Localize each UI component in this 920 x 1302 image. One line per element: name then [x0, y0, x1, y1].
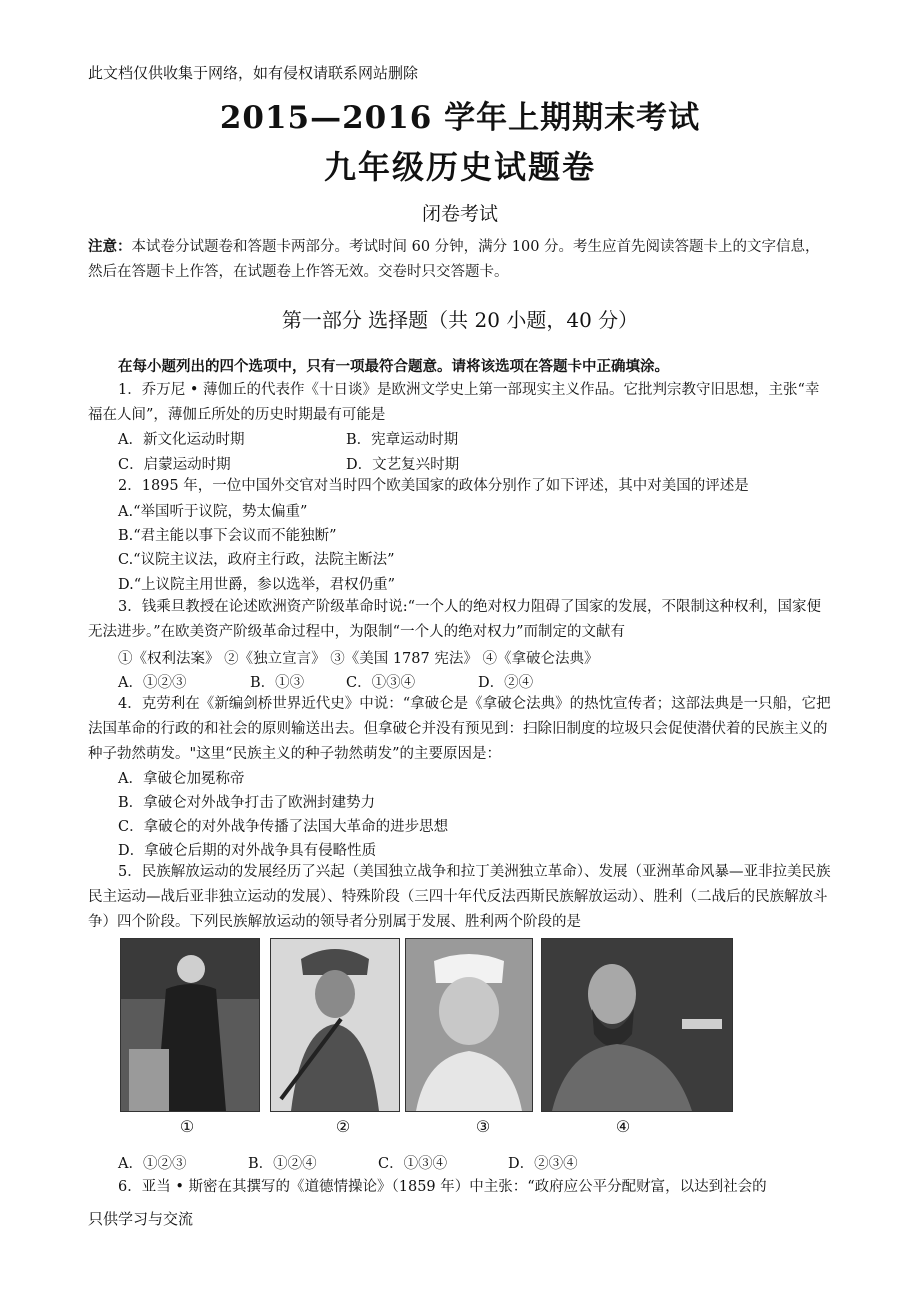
q4-option-a: A．拿破仑加冕称帝 — [118, 771, 245, 787]
instruction: 在每小题列出的四个选项中，只有一项最符合题意。请将该选项在答题卡中正确填涂。 — [118, 358, 669, 375]
q3-stem: 3．钱乘旦教授在论述欧洲资产阶级革命时说:“一个人的绝对权力阻碍了国家的发展，不限制这种权利，国家便无法进步。”在欧美资产阶级革命过程中，为限制“一个人的绝对权力”而制定的文献有 — [88, 599, 822, 640]
q2-option-b: B.“君主能以事下会议而不能独断” — [118, 528, 337, 544]
photo-4-label: ④ — [615, 1117, 631, 1136]
q3-option-d: D．②④ — [478, 675, 534, 691]
exam-title: 2015—2016 学年上期期末考试 — [219, 100, 701, 136]
q5-option-a: A．①②③ — [118, 1156, 187, 1172]
q3-option-c: C．①③④ — [346, 675, 416, 691]
notice-label: 注意： — [88, 238, 132, 255]
q1-stem: 1．乔万尼 • 薄伽丘的代表作《十日谈》是欧洲文学史上第一部现实主义作品。它批判宗教守旧思想，主张“幸福在人间”，薄伽丘所处的历史时期最有可能是 — [88, 382, 820, 423]
q6-stem: 6．亚当 • 斯密在其撰写的《道德情操论》（1859 年）中主张：“政府应公平分配财富，以达到社会的 — [118, 1179, 767, 1195]
q4-option-b: B．拿破仑对外战争打击了欧洲封建势力 — [118, 795, 376, 811]
photo-1-label: ① — [179, 1117, 195, 1136]
q2-option-a: A.“举国听于议院，势太偏重” — [118, 504, 308, 520]
exam-subject-title: 九年级历史试题卷 — [323, 148, 596, 186]
q3-option-b: B．①③ — [250, 675, 305, 691]
q5-option-b: B．①②④ — [248, 1156, 317, 1172]
photo-3-portrait — [405, 938, 533, 1112]
q5-stem: 5．民族解放运动的发展经历了兴起（美国独立战争和拉丁美洲独立革命）、发展（亚洲革命风暴—亚非拉美民族民主运动—战后亚非独立运动的发展）、特殊阶段（三四十年代反法西斯民族解放运动）、胜利（二战后的民族解放斗争）四个阶段。下列民族解放运动的领导者分别属于发展、胜利两个阶段的是 — [88, 864, 831, 930]
q1-option-c: C．启蒙运动时期 — [118, 457, 231, 473]
photo-4-portrait — [541, 938, 733, 1112]
q2-option-c: C.“议院主议法，政府主行政，法院主断法” — [118, 552, 395, 568]
q5-option-c: C．①③④ — [378, 1156, 448, 1172]
q2-stem: 2．1895 年，一位中国外交官对当时四个欧美国家的政体分别作了如下评述，其中对美国的评述是 — [118, 478, 749, 494]
section-title: 第一部分 选择题（共 20 小题，40 分） — [281, 308, 639, 332]
q1-option-d: D．文艺复兴时期 — [346, 457, 460, 473]
q1-option-b: B．宪章运动时期 — [346, 432, 459, 448]
exam-mode: 闭卷考试 — [421, 203, 498, 225]
notice-block — [88, 234, 833, 285]
q4-option-c: C．拿破仑的对外战争传播了法国大革命的进步思想 — [118, 819, 449, 835]
q2-option-d: D.“上议院主用世爵，参以选举，君权仍重” — [118, 577, 396, 593]
photo-2-portrait — [270, 938, 400, 1112]
notice-text: 本试卷分试题卷和答题卡两部分。考试时间 60 分钟，满分 100 分。考生应首先阅读答题卡上的文字信息，然后在答题卡上作答，在试题卷上作答无效。交卷时只交答题卡。 — [88, 239, 820, 280]
header-note: 此文档仅供收集于网络，如有侵权请联系网站删除 — [88, 64, 419, 82]
q5-option-d: D．②③④ — [508, 1156, 578, 1172]
q4-option-d: D．拿破仑后期的对外战争具有侵略性质 — [118, 843, 377, 859]
photo-3-label: ③ — [475, 1117, 491, 1136]
photo-1-portrait — [120, 938, 260, 1112]
footer-note: 只供学习与交流 — [88, 1210, 194, 1228]
photo-2-label: ② — [335, 1117, 351, 1136]
q3-option-a: A．①②③ — [118, 675, 187, 691]
q1-option-a: A．新文化运动时期 — [118, 432, 245, 448]
q4-stem: 4．克劳利在《新编剑桥世界近代史》中说：“拿破仑是《拿破仑法典》的热忱宣传者；这部法典是一只船，它把法国革命的行政的和社会的原则输送出去。但拿破仑并没有预见到：扫除旧制度的垃圾只会促使潜伏着的民族主义的种子勃然萌发。"这里“民族主义的种子勃然萌发”的主要原因是： — [88, 696, 831, 762]
q3-items: ①《权利法案》 ②《独立宣言》 ③《美国 1787 宪法》 ④《拿破仑法典》 — [118, 651, 599, 667]
